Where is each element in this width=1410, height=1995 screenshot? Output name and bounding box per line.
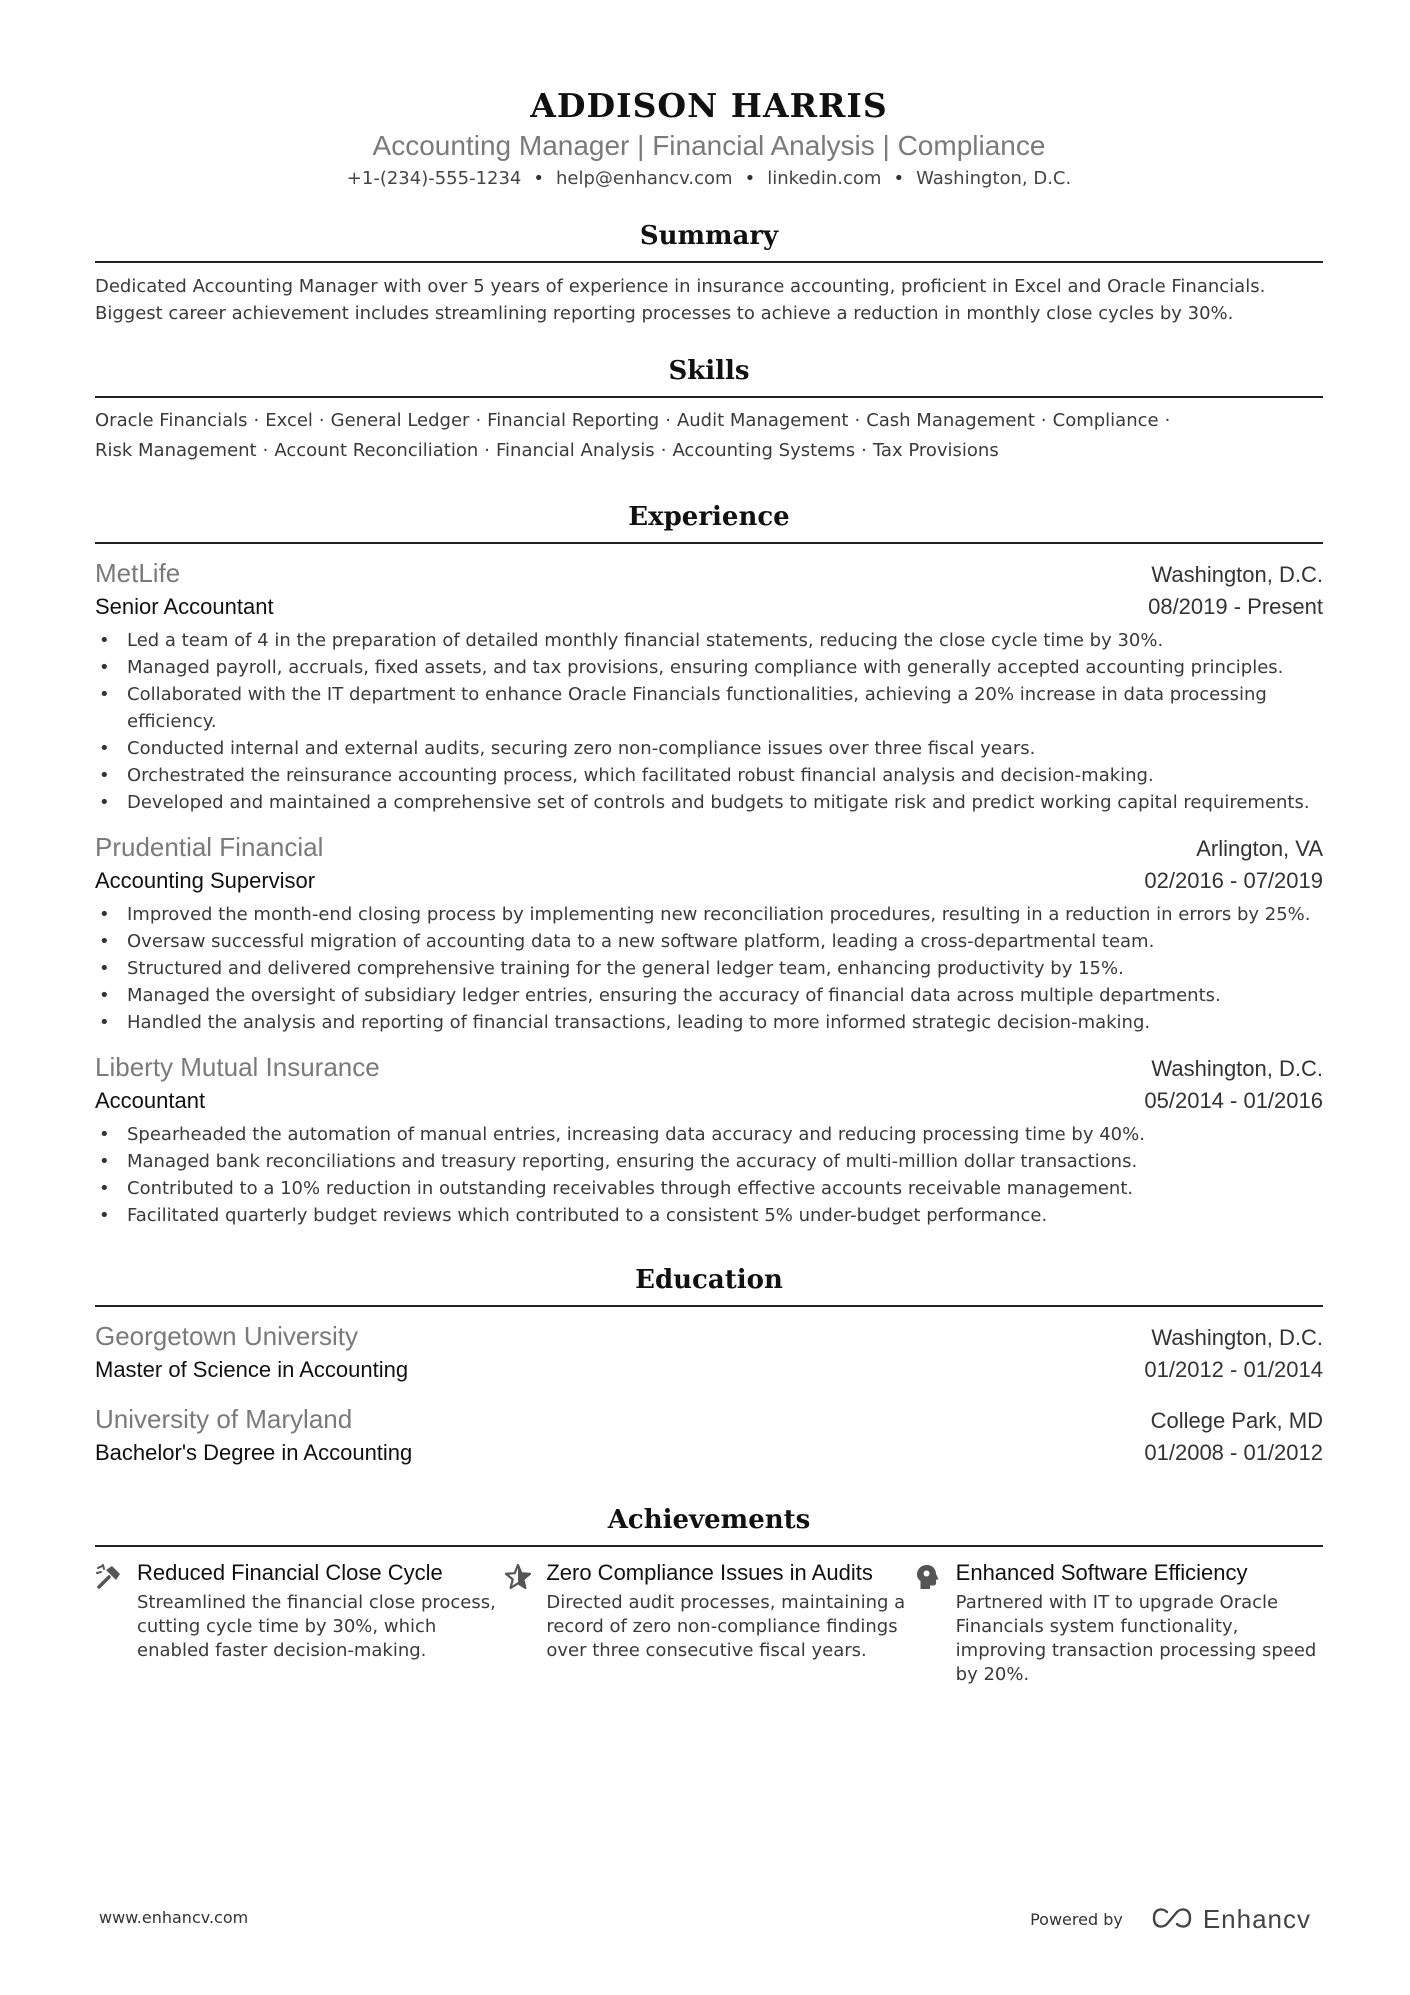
skill-item: Tax Provisions: [872, 440, 999, 461]
section-divider: [95, 1305, 1323, 1307]
bullet-item: • Improved the month-end closing process by implementing new reconciliation procedures, resulting in a reduction in errors by 25%.: [95, 901, 1323, 928]
skill-separator: ·: [854, 410, 861, 431]
skill-item: Audit Management: [676, 410, 849, 431]
powered-by-label: Powered by: [1030, 1910, 1123, 1929]
separator-dot: •: [744, 168, 756, 189]
brain-head-icon: [914, 1559, 956, 1687]
section-title-skills: Skills: [668, 356, 750, 386]
section-divider: [95, 542, 1323, 544]
bullet-item: • Managed payroll, accruals, fixed assets, and tax provisions, ensuring compliance with generally accepted accounting principles.: [95, 654, 1323, 681]
linkedin[interactable]: linkedin.com: [767, 168, 882, 189]
achievement-desc: Directed audit processes, maintaining a record of zero non-compliance findings over three consecutive fiscal years.: [546, 1592, 906, 1661]
skill-separator: ·: [1164, 410, 1171, 431]
company-name: Prudential Financial: [95, 832, 324, 862]
section-divider: [95, 261, 1323, 263]
section-divider: [95, 396, 1323, 398]
footer-branding: [1030, 1904, 1311, 1935]
job-bullets: [95, 901, 1323, 1036]
bullet-item: • Oversaw successful migration of accounting data to a new software platform, leading a cross-departmental team.: [95, 928, 1323, 955]
skill-separator: ·: [318, 410, 325, 431]
achievement-item: [504, 1559, 913, 1687]
bullet-item: • Developed and maintained a comprehensive set of controls and budgets to mitigate risk and predict working capital requirements.: [95, 789, 1323, 816]
star-icon: [504, 1559, 546, 1687]
skill-item: Accounting Systems: [672, 440, 856, 461]
section-title-achievements: Achievements: [607, 1505, 811, 1535]
education-dates: 01/2008 - 01/2012: [1144, 1440, 1323, 1465]
bullet-item: • Managed the oversight of subsidiary ledger entries, ensuring the accuracy of financial data across multiple departments.: [95, 982, 1323, 1009]
bullet-item: • Orchestrated the reinsurance accounting process, which facilitated robust financial analysis and decision-making.: [95, 762, 1323, 789]
skill-item: Oracle Financials: [95, 410, 248, 431]
footer-website[interactable]: www.enhancv.com: [99, 1908, 249, 1927]
education-entry: [95, 1319, 1323, 1386]
school-name: University of Maryland: [95, 1404, 353, 1434]
section-title-education: Education: [635, 1265, 783, 1295]
job-location: Washington, D.C.: [1151, 562, 1323, 587]
bullet-item: • Structured and delivered comprehensive training for the general ledger team, enhancing productivity by 15%.: [95, 955, 1323, 982]
skill-item: Financial Analysis: [495, 440, 655, 461]
school-location: Washington, D.C.: [1151, 1325, 1323, 1350]
job-location: Washington, D.C.: [1151, 1056, 1323, 1081]
experience-entry: [95, 556, 1323, 816]
achievements-grid: [95, 1559, 1323, 1687]
location: Washington, D.C.: [916, 168, 1072, 189]
bullet-item: • Facilitated quarterly budget reviews which contributed to a consistent 5% under-budget performance.: [95, 1202, 1323, 1229]
job-dates: 08/2019 - Present: [1148, 594, 1323, 619]
skills-list: [95, 406, 1323, 466]
skill-separator: ·: [484, 440, 490, 461]
school-location: College Park, MD: [1150, 1408, 1323, 1433]
skill-separator: ·: [1040, 410, 1047, 431]
job-dates: 05/2014 - 01/2016: [1144, 1088, 1323, 1113]
enhancv-logo-icon: [1149, 1906, 1195, 1934]
skill-item: Risk Management: [95, 440, 257, 461]
skill-item: Excel: [265, 410, 313, 431]
contact-line: [95, 166, 1323, 192]
skill-separator: ·: [861, 440, 867, 461]
skill-item: Cash Management: [866, 410, 1035, 431]
achievement-title: Reduced Financial Close Cycle: [137, 1560, 443, 1585]
bullet-item: • Contributed to a 10% reduction in outstanding receivables through effective accounts receivable management.: [95, 1175, 1323, 1202]
education-entry: [95, 1402, 1323, 1469]
email[interactable]: help@enhancv.com: [556, 168, 733, 189]
job-location: Arlington, VA: [1196, 836, 1323, 861]
summary-section: [95, 219, 1323, 327]
achievement-desc: Streamlined the financial close process, cutting cycle time by 30%, which enabled faster decision-making.: [137, 1592, 496, 1661]
job-bullets: [95, 1121, 1323, 1229]
achievement-desc: Partnered with IT to upgrade Oracle Financials system functionality, improving transaction processing speed by 20%.: [955, 1592, 1317, 1685]
skill-separator: ·: [660, 440, 667, 461]
job-title: Accountant: [95, 1088, 206, 1113]
education-section: [95, 1263, 1323, 1469]
education-dates: 01/2012 - 01/2014: [1144, 1357, 1323, 1382]
bullet-item: • Collaborated with the IT department to enhance Oracle Financials functionalities, achieving a 20% increase in data processing efficiency.: [95, 681, 1323, 735]
skill-item: Compliance: [1052, 410, 1159, 431]
achievement-title: Zero Compliance Issues in Audits: [546, 1560, 873, 1585]
achievements-section: [95, 1503, 1323, 1687]
experience-section: [95, 500, 1323, 1229]
job-title: Senior Accountant: [95, 594, 274, 619]
skill-separator: ·: [253, 410, 260, 431]
degree: Master of Science in Accounting: [95, 1357, 409, 1382]
phone: +1-(234)-555-1234: [346, 168, 522, 189]
school-name: Georgetown University: [95, 1321, 358, 1351]
skill-item: General Ledger: [330, 410, 470, 431]
skill-separator: ·: [665, 410, 671, 431]
candidate-name: ADDISON HARRIS: [530, 86, 888, 125]
bullet-item: • Handled the analysis and reporting of financial transactions, leading to more informed strategic decision-making.: [95, 1009, 1323, 1036]
skill-separator: ·: [262, 440, 269, 461]
bullet-item: • Led a team of 4 in the preparation of detailed monthly financial statements, reducing the close cycle time by 30%.: [95, 627, 1323, 654]
resume-page: [95, 0, 1323, 1687]
page-footer: [99, 1904, 1311, 1934]
achievement-title: Enhanced Software Efficiency: [955, 1560, 1248, 1585]
bullet-item: • Managed bank reconciliations and treasury reporting, ensuring the accuracy of multi-million dollar transactions.: [95, 1148, 1323, 1175]
job-title: Accounting Supervisor: [95, 868, 316, 893]
degree: Bachelor's Degree in Accounting: [95, 1440, 413, 1465]
separator-dot: •: [533, 168, 545, 189]
achievement-item: [95, 1559, 504, 1687]
job-dates: 02/2016 - 07/2019: [1144, 868, 1323, 893]
skills-section: [95, 354, 1323, 466]
separator-dot: •: [893, 168, 905, 189]
company-name: Liberty Mutual Insurance: [95, 1052, 380, 1082]
hammer-icon: [95, 1559, 137, 1687]
brand-name: Enhancv: [1202, 1904, 1311, 1934]
bullet-item: • Spearheaded the automation of manual entries, increasing data accuracy and reducing processing time by 40%.: [95, 1121, 1323, 1148]
experience-entry: [95, 830, 1323, 1036]
section-title-summary: Summary: [639, 221, 779, 251]
summary-text: Dedicated Accounting Manager with over 5 years of experience in insurance accounting, proficient in Excel and Oracle Financials. Biggest career achievement includes streamlining reporting processes to achieve a reduction in monthly close cycles by 30%.: [95, 276, 1266, 324]
achievement-item: [914, 1559, 1323, 1687]
headline: Accounting Manager | Financial Analysis | Compliance: [372, 130, 1046, 161]
skill-item: Account Reconciliation: [274, 440, 479, 461]
skill-item: Financial Reporting: [487, 410, 660, 431]
section-title-experience: Experience: [628, 502, 790, 532]
company-name: MetLife: [95, 558, 181, 588]
job-bullets: [95, 627, 1323, 816]
skill-separator: ·: [475, 410, 482, 431]
resume-header: [95, 0, 1323, 192]
section-divider: [95, 1545, 1323, 1547]
experience-entry: [95, 1050, 1323, 1229]
bullet-item: • Conducted internal and external audits, securing zero non-compliance issues over three fiscal years.: [95, 735, 1323, 762]
